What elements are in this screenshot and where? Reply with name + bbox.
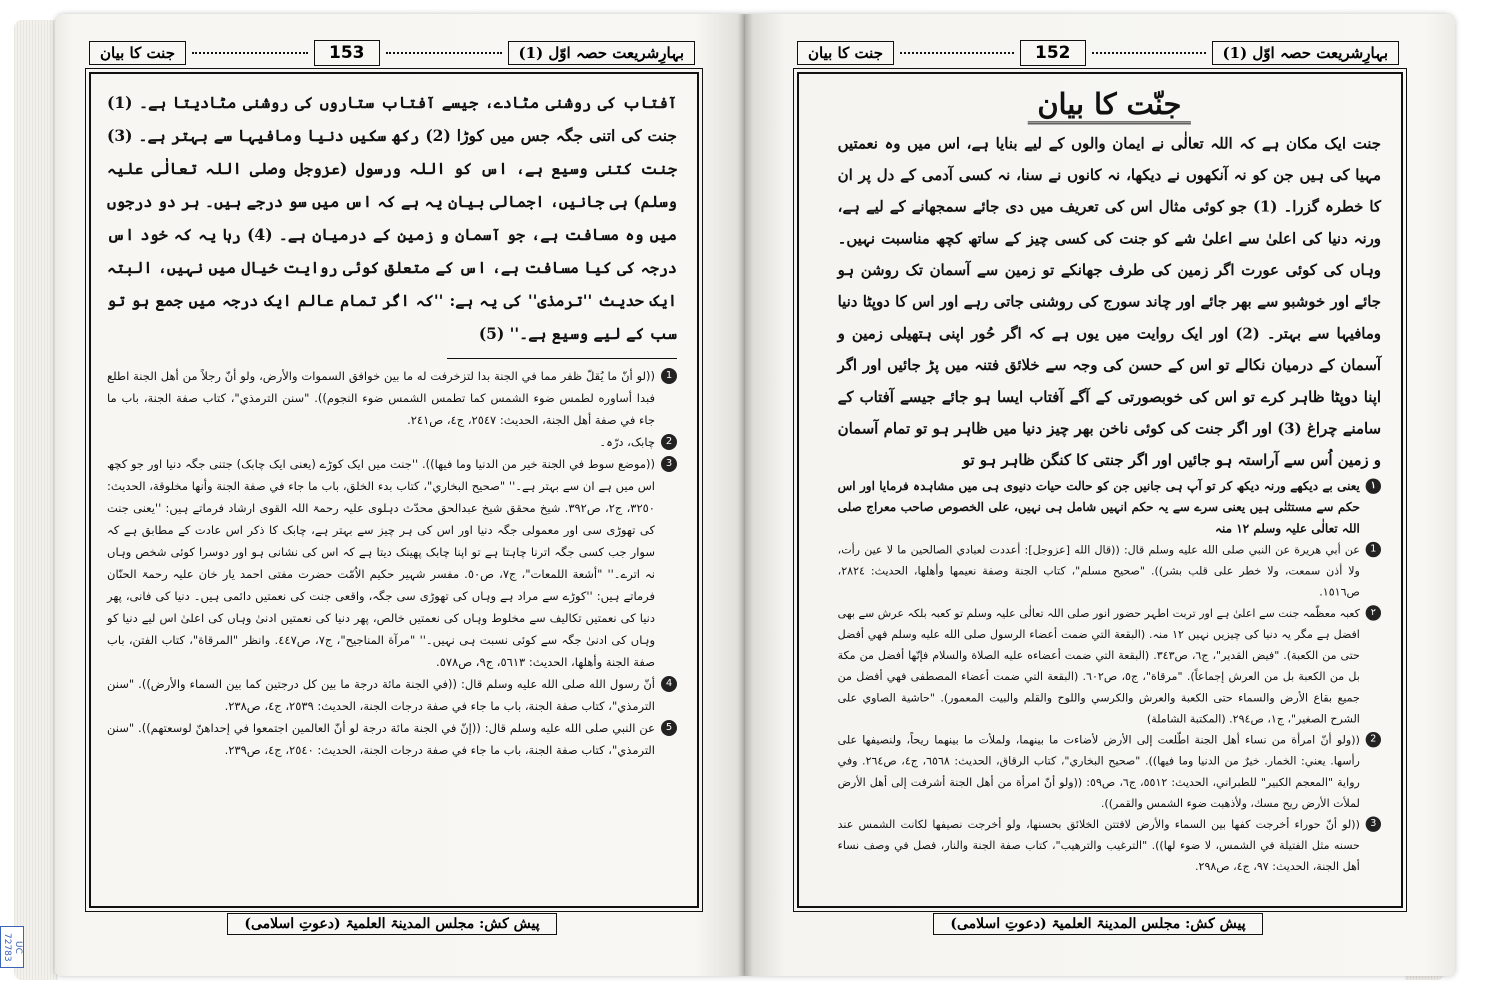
footnote-text: أنّ رسول الله صلى الله عليه وسلم قال: ((في الجنة مائة درجة ما بين كل درجتين كما بين السماء والأرض)). "سنن الترمذي"، كتاب صفة الجنة، باب ما جاء في صفة درجات الجنة، الحديث: ٢٥٣٩، ج٤، ص٢٣٨. bbox=[107, 677, 655, 713]
footnote-text: عن النبي صلى الله عليه وسلم قال: ((إنّ في الجنة مائة درجة لو أنّ العالمين اجتمعوا في إحداهنّ لوسعتهم)). "سنن الترمذي"، كتاب صفة الجنة، باب ما جاء في صفة درجات الجنة، الحديث: ٢٥٤٠، ج٤، ص٢٣٩. bbox=[107, 721, 655, 757]
footnote-number-icon: 1 bbox=[1366, 542, 1381, 557]
footnote-separator bbox=[447, 358, 677, 359]
footnote bbox=[107, 717, 677, 761]
footnote-number-icon: 4 bbox=[661, 676, 677, 692]
note-number-icon: ١ bbox=[1366, 479, 1381, 494]
book-spine-shadow bbox=[737, 14, 753, 976]
page-stack-left-edge bbox=[14, 20, 58, 980]
footnote-text: کعبہ معظّمہ جنت سے اعلیٰ ہے اور تربت اطہر حضور انور صلی اللہ تعالٰی علیہ وسلم تو کعبہ بلکہ عرش سے بھی افضل ہے مگر یہ دنیا کی چیزیں نہیں ۱۲ منہ. (البقعة التي ضمت أعضاء الرسول صلى الله عليه وسلم فهي أفضل حتى من الكعبة). "فيض القدير"، ج٦، ص٣٤٣. (البقعة التي ضمت أعضاءه عليه الصلاة والسلام فإنّها أفضل من مكة بل من الكعبة بل من العرش إجماعاً). "مرقاة"، ج٥، ص٦٠٢. (البقعة التي ضمت أعضاء المصطفى فهي أفضل من جميع بقاع الأرض والسماء حتى الكعبة والعرش والكرسي واللوح والقلم والبيت المعمور). "حاشية الصاوي على الشرح الصغير"، ج١، ص٢٩٤. (المكتبة الشاملة) bbox=[837, 606, 1360, 726]
right-page bbox=[745, 14, 1455, 976]
running-title: بہارِشریعت حصہ اوّل (1) bbox=[1212, 41, 1399, 65]
footnote-text: ((ولو أنّ امرأة من نساء أهل الجنة اطّلعت إلى الأرض لأضاءت ما بينهما، ولملأت ما بينهما ريحاً، ولنصيفها على رأسها. يعني: الخمار. خيرٌ من الدنيا وما فيها)). "صحيح البخاري"، كتاب الرقاق، الحديث: ٦٥٦٨، ج٤، ص٢٦٤. وفي رواية "المعجم الكبير" للطبراني، الحديث: ٥٥١٢، ج٦، ص٥٩: ((ولو أنّ امرأة من أهل الجنة أشرفت إلى أهل الأرض لملأت الأرض ريح مسك، ولأذهبت ضوء الشمس والقمر)). bbox=[837, 732, 1360, 810]
left-page-footer bbox=[89, 910, 695, 938]
footnote bbox=[107, 673, 677, 717]
footnote-text: ((لو أنّ حوراء أخرجت كفها بين السماء والأرض لافتتن الخلائق بحسنها، ولو أخرجت نصيفها لكانت الشمس عند حسنه مثل الفتيلة في الشمس، لا ضوء لها)). "الترغيب والترهيب"، كتاب صفة الجنة والنار، فصل في وصف نساء أهل الجنة، الحديث: ٩٧، ج٤، ص٢٩٨. bbox=[837, 817, 1360, 874]
header-ornament bbox=[386, 52, 502, 54]
right-page-footer bbox=[797, 910, 1399, 938]
footnote bbox=[107, 431, 677, 453]
right-page-header bbox=[797, 38, 1399, 68]
footnote-number-icon: 2 bbox=[1366, 732, 1381, 747]
footnote-number-icon: 3 bbox=[661, 456, 677, 472]
footnote bbox=[838, 814, 1381, 877]
footnote bbox=[838, 729, 1381, 813]
footnote-number-icon: 3 bbox=[1366, 816, 1381, 831]
footnote bbox=[107, 453, 677, 673]
page-number: 153 bbox=[314, 40, 380, 66]
footnote bbox=[107, 365, 677, 431]
body-paragraph: جنت ایک مکان ہے کہ اللہ تعالٰی نے ایمان والوں کے لیے بنایا ہے، اس میں وہ نعمتیں مہیا کی ہیں جن کو نہ آنکھوں نے دیکھا، نہ کانوں نے سنا، نہ کسی آدمی کے دل پر ان کا خطرہ گزرا۔ (1) جو کوئی مثال اس کی تعریف میں دی جائے سمجھانے کے لیے ہے، ورنہ دنیا کی اعلیٰ سے اعلیٰ شے کو جنت کی کسی چیز کے ساتھ کچھ مناسبت نہیں۔ وہاں کی کوئی عورت اگر زمین کی طرف جھانکے تو زمین سے آسمان تک روشن ہو جائے اور خوشبو سے بھر جائے اور چاند سورج کی روشنی جاتی رہے اور اس کا دوپٹا دنیا ومافیہا سے بہتر۔ (2) اور ایک روایت میں یوں ہے کہ اگر حُور اپنی ہتھیلی زمین و آسمان کے درمیان نکالے تو اس کے حسن کی وجہ سے خلائق فتنہ میں پڑ جائیں اور اگر اپنا دوپٹا ظاہر کرے تو اس کی خوبصورتی کے آگے آفتاب ایسا ہو جائے جیسے آفتاب کے سامنے چراغ (3) اور اگر جنت کی کوئی ناخن بھر چیز دنیا میں ظاہر ہو تو تمام آسمان و زمین اُس سے آراستہ ہو جائیں اور اگر جنتی کا کنگن ظاہر ہو تو bbox=[837, 133, 1381, 469]
header-ornament bbox=[1092, 52, 1206, 54]
publisher-credit: پیش کش: مجلس المدینۃ العلمیۃ (دعوتِ اسلامی) bbox=[933, 913, 1262, 935]
publisher-credit: پیش کش: مجلس المدینۃ العلمیۃ (دعوتِ اسلامی) bbox=[227, 913, 556, 935]
body-paragraph: آفتاب کی روشنی مٹادے، جیسے آفتاب ستاروں کی روشنی مٹادیتا ہے۔ (1) جنت کی اتنی جگہ جس میں کوڑا (2) رکھ سکیں دنیا ومافیہا سے بہتر ہے۔ (3) جنت کتنی وسیع ہے، اس کو اللہ ورسول (عزوجل وصلی اللہ تعالٰی علیہ وسلم) ہی جانیں، اجمالی بیان یہ ہے کہ اس میں سو درجے ہیں۔ ہر دو درجوں میں وہ مسافت ہے، جو آسمان و زمین کے درمیان ہے۔ (4) رہا یہ کہ خود اس درجہ کی کیا مسافت ہے، اس کے متعلق کوئی روایت خیال میں نہیں، البتہ ایک حدیث ''ترمذی'' کی یہ ہے: ''کہ اگر تمام عالم ایک درجہ میں جمع ہو تو سب کے لیے وسیع ہے۔'' (5) bbox=[107, 93, 678, 343]
open-book bbox=[55, 14, 1455, 988]
library-stamp: UC 72783 bbox=[0, 926, 24, 968]
footnote-text: عن أبي هريرة عن النبي صلى الله عليه وسلم قال: ((قال الله [عزوجل]: أعددت لعبادي الصالحين ما لا عين رأت، ولا أذن سمعت، ولا خطر على قلب بشر)). "صحيح مسلم"، كتاب الجنة وصفة نعيمها وأهلها، الحديث: ٢٨٢٤، ص١٥١٦. bbox=[837, 542, 1360, 599]
left-page-header bbox=[89, 38, 695, 68]
left-page-body bbox=[107, 86, 677, 761]
footnote-text: ((موضع سوط في الجنة خير من الدنيا وما فيها)). ''جنت میں ایک کوڑے (یعنی ایک چابک) جتنی جگہ دنیا اور جو کچھ اس میں ہے ان سے بہتر ہے۔'' "صحيح البخاري"، كتاب بدء الخلق، باب ما جاء في صفة الجنة وأنها مخلوقة، الحديث: ٣٢٥٠، ج٢، ص٣٩٢. شیخ محقق شیخ عبدالحق محدّث دہلوی علیہ رحمۃ اللہ القوی ارشاد فرماتے ہیں: ''یعنی جنت کی تھوڑی سی اور معمولی جگہ دنیا اور اس کی ہر چیز سے بہتر ہے، چابک کا ذکر اس عادت کے مطابق ہے کہ سوار جب کسی جگہ اترنا چاہتا ہے تو اپنا چابک پھینک دیتا ہے کہ اس کی نشانی ہو اور دوسرا کوئی شخص وہاں نہ اترے۔'' "أشعة اللمعات"، ج٧، ص٥٠. مفسر شہیر حکیم الاُمّت حضرت مفتی احمد یار خان علیہ رحمۃ الحنّان فرماتے ہیں: ''کوڑے سے مراد ہے وہاں کی تھوڑی سی جگہ، واقعی جنت کی نعمتیں دائمی ہیں۔ دنیا کی فانی، پھر دنیا کی نعمتیں تکالیف سے مخلوط وہاں کی نعمتیں خالص، پھر دنیا کی نعمتیں ادنیٰ وہاں کی اعلیٰ اس لیے دنیا کو وہاں کی ادنیٰ جگہ سے کوئی نسبت ہی نہیں۔'' "مرآة المناجيح"، ج٧، ص٤٤٧. وانظر "المرقاة"، كتاب الفتن، باب صفة الجنة وأهلها، الحديث: ٥٦١٣، ج٩، ص٥٧٨. bbox=[107, 457, 656, 669]
author-note-text: یعنی بے دیکھے ورنہ دیکھ کر تو آپ ہی جانیں جن کو حالت حیات دنیوی ہی میں مشاہدہ فرمایا اور اس حکم سے مستثنٰی ہیں یعنی سرے سے یہ حکم انہیں شامل ہی نہیں، علی الخصوص صاحب معراج صلی اللہ تعالٰی علیہ وسلم ۱۲ منہ bbox=[837, 478, 1360, 536]
footnote-number-icon: 2 bbox=[661, 434, 677, 450]
chapter-tag: جنت کا بیان bbox=[797, 41, 894, 65]
footnote-number-icon: 1 bbox=[661, 368, 677, 384]
running-title: بہارِشریعت حصہ اوّل (1) bbox=[508, 41, 695, 65]
footnote-text: چابک، درّہ۔ bbox=[599, 435, 655, 449]
right-page-body bbox=[838, 84, 1381, 877]
footnote-text: ((لو أنّ ما يُقلّ ظفر مما في الجنة بدا لتزخرفت له ما بين خوافق السموات والأرض، ولو أنّ رجلاً من أهل الجنة اطلع فبدا أساوره لطمس ضوء الشمس كما تطمس الشمس ضوء النجوم)). "سنن الترمذي"، كتاب صفة الجنة، باب ما جاء في صفة أهل الجنة، الحديث: ٢٥٤٧، ج٤، ص٢٤١. bbox=[107, 369, 655, 427]
header-ornament bbox=[192, 52, 308, 54]
chapter-heading-text: جنّت کا بیان bbox=[1028, 88, 1191, 124]
footnote bbox=[838, 602, 1381, 729]
author-note bbox=[838, 476, 1381, 539]
footnote-number-icon: ٢ bbox=[1366, 605, 1381, 620]
left-page bbox=[55, 14, 745, 976]
footnote bbox=[838, 539, 1381, 602]
chapter-heading bbox=[838, 88, 1381, 122]
header-ornament bbox=[900, 52, 1014, 54]
footnote-number-icon: 5 bbox=[661, 720, 677, 736]
page-number: 152 bbox=[1020, 40, 1086, 66]
chapter-tag: جنت کا بیان bbox=[89, 41, 186, 65]
